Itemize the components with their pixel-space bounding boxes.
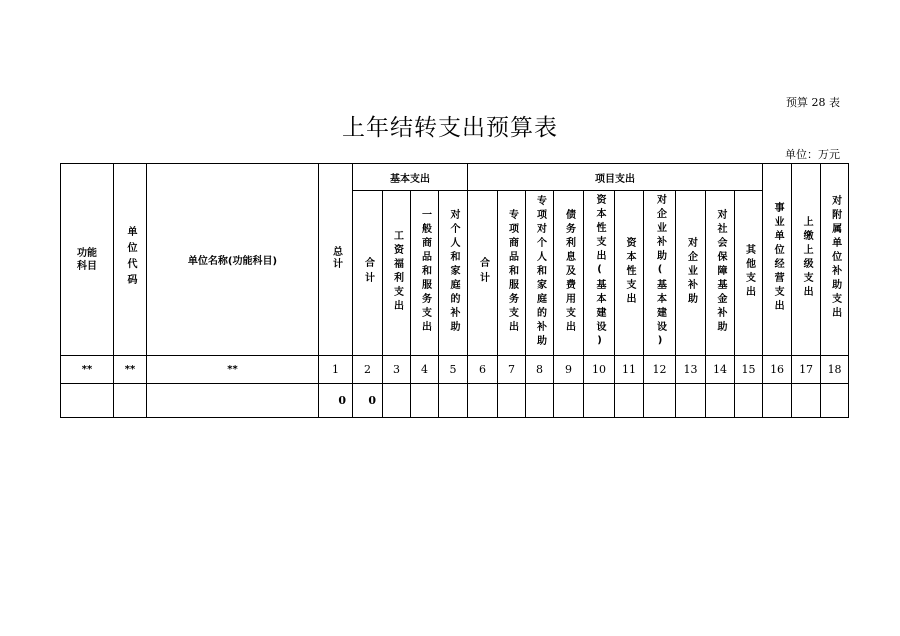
data-cell-empty xyxy=(411,384,439,418)
index-cell: 3 xyxy=(383,356,411,384)
col-header-unit-name xyxy=(147,164,319,356)
data-cell-empty xyxy=(584,384,615,418)
index-row xyxy=(61,356,849,384)
index-cell: ** xyxy=(61,356,114,384)
col-header-label: 事业单位经营支出 xyxy=(772,202,784,314)
col-header-label: 对个人和家庭的补助 xyxy=(448,208,459,335)
col-header-label: 对企业补助 xyxy=(685,236,697,307)
data-cell-empty xyxy=(114,384,147,418)
data-cell-empty xyxy=(61,384,114,418)
index-cell: 6 xyxy=(468,356,498,384)
col-header-subsidiary-subsidy xyxy=(821,164,849,356)
data-row xyxy=(61,384,849,418)
data-cell-empty xyxy=(526,384,554,418)
col-header-basic-subtotal xyxy=(353,191,383,356)
index-cell: 11 xyxy=(615,356,644,384)
index-cell: 1 xyxy=(319,356,353,384)
data-cell-empty xyxy=(383,384,411,418)
col-header-label: 单位代码 xyxy=(125,226,136,290)
index-cell: 10 xyxy=(584,356,615,384)
col-header-function-subject xyxy=(61,164,114,356)
data-cell-empty xyxy=(468,384,498,418)
data-cell-empty xyxy=(676,384,706,418)
index-cell: ** xyxy=(114,356,147,384)
col-header-remit-superior xyxy=(792,164,821,356)
col-header-label: 专项商品和服务支出 xyxy=(506,208,518,335)
col-header-label: 对企业补助(基本建设) xyxy=(654,193,666,350)
header-row-groups xyxy=(61,164,849,191)
col-header-label: 资本性支出(基本建设) xyxy=(594,193,605,350)
data-cell-empty xyxy=(498,384,526,418)
col-header-label: 对社会保障基金补助 xyxy=(715,208,726,335)
index-cell: 7 xyxy=(498,356,526,384)
data-cell-basic-subtotal: 0 xyxy=(353,384,383,418)
col-header-goods-services xyxy=(411,191,439,356)
unit-label: 单位：万元 xyxy=(785,148,840,161)
index-cell: 4 xyxy=(411,356,439,384)
col-header-label: 功能科目 xyxy=(77,247,97,272)
index-cell: 18 xyxy=(821,356,849,384)
col-header-enterprise-construction xyxy=(644,191,676,356)
col-header-project-subtotal xyxy=(468,191,498,356)
col-header-label: 专项对个人和家庭的补助 xyxy=(534,194,546,349)
data-cell-empty xyxy=(792,384,821,418)
index-cell: 17 xyxy=(792,356,821,384)
group-header-project: 项目支出 xyxy=(468,164,763,191)
index-cell: 9 xyxy=(554,356,584,384)
col-header-unit-code xyxy=(114,164,147,356)
col-header-debt-interest xyxy=(554,191,584,356)
page-title: 上年结转支出预算表 xyxy=(342,115,558,141)
col-header-label: 上缴上级支出 xyxy=(801,216,813,300)
col-header-household-subsidy xyxy=(439,191,468,356)
data-cell-empty xyxy=(706,384,735,418)
data-cell-empty xyxy=(644,384,676,418)
index-cell: 12 xyxy=(644,356,676,384)
index-cell: 5 xyxy=(439,356,468,384)
col-header-label: 工资福利支出 xyxy=(391,229,403,314)
col-header-institution-operating xyxy=(763,164,792,356)
data-cell-empty xyxy=(147,384,319,418)
data-cell-empty xyxy=(763,384,792,418)
data-cell-empty xyxy=(439,384,468,418)
budget-table xyxy=(60,163,849,418)
index-cell: 14 xyxy=(706,356,735,384)
col-header-label: 合计 xyxy=(362,256,374,287)
table-number: 预算 28 表 xyxy=(786,96,840,109)
col-header-label: 单位名称(功能科目) xyxy=(187,256,278,267)
index-cell: 2 xyxy=(353,356,383,384)
col-header-social-security-fund xyxy=(706,191,735,356)
index-cell: 13 xyxy=(676,356,706,384)
col-header-other xyxy=(735,191,763,356)
col-header-grand-total xyxy=(319,164,353,356)
col-header-label: 资本性支出 xyxy=(624,236,635,307)
data-cell-empty xyxy=(821,384,849,418)
col-header-capital-construction xyxy=(584,191,615,356)
data-cell-grand-total: 0 xyxy=(319,384,353,418)
col-header-capital xyxy=(615,191,644,356)
index-cell: ** xyxy=(147,356,319,384)
data-cell-empty xyxy=(615,384,644,418)
col-header-label: 一般商品和服务支出 xyxy=(419,208,431,335)
col-header-label: 对附属单位补助支出 xyxy=(829,195,841,321)
col-header-label: 合计 xyxy=(477,256,489,287)
col-header-special-goods-services xyxy=(498,191,526,356)
col-header-special-household-subsidy xyxy=(526,191,554,356)
col-header-label: 债务利息及费用支出 xyxy=(563,208,575,335)
data-cell-empty xyxy=(735,384,763,418)
data-cell-empty xyxy=(554,384,584,418)
index-cell: 16 xyxy=(763,356,792,384)
col-header-enterprise-subsidy xyxy=(676,191,706,356)
index-cell: 15 xyxy=(735,356,763,384)
col-header-label: 其他支出 xyxy=(743,243,755,300)
index-cell: 8 xyxy=(526,356,554,384)
col-header-label: 总计 xyxy=(330,246,342,270)
col-header-wages-welfare xyxy=(383,191,411,356)
group-header-basic: 基本支出 xyxy=(353,164,468,191)
